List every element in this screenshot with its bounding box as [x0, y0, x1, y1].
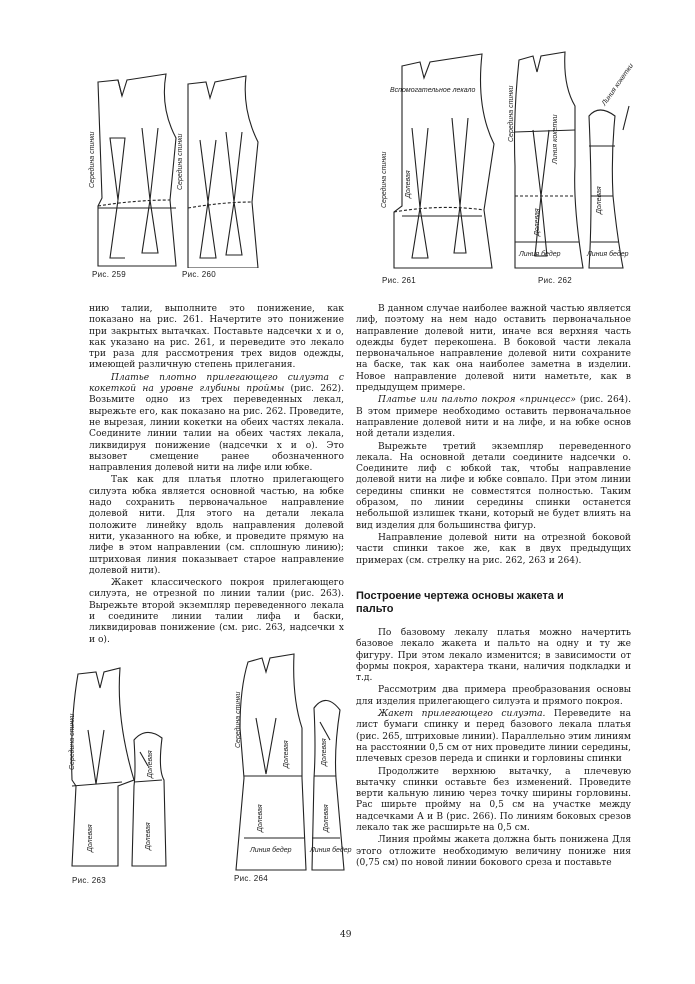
right-paragraph-6: Рассмотрим два примера преобразования основы для изделия прилегающего силуэта и прямого покроя.: [356, 685, 631, 707]
fig264-label-6: Линия бедер: [310, 847, 352, 854]
fig263-caption: Рис. 263: [72, 876, 106, 885]
fig262-label-6: Линия кокетки: [600, 62, 636, 108]
right-column-bottom: [356, 628, 631, 869]
fig261-label-1: Середина спинки: [381, 151, 388, 208]
figure-260: [168, 70, 268, 268]
left-paragraph-2: Платье плотно прилегающего силуэта с кокеткой на уровне глубины проймы (рис. 262). Возьмите одно из трех переведенных лекал, вырежьте его, как показано на рис. 262. Проведите, не вырезая, линии кокетки на обеих частях лекала. Соедините линии талии на обеих частях лекала, ликвидируя понижение (надсечки x и o). Это вызовет смещение ранее обозначенного направления долевой нити на лифе или юбке.: [89, 372, 344, 474]
fig259-label-0: Середина спинки: [89, 131, 96, 188]
fig264-caption: Рис. 264: [234, 874, 268, 883]
right-paragraph-7: Жакет прилегающего силуэта. Переведите на лист бумаги спинку и перед базового лекала платья (рис. 265, штриховые линии). Параллельно этим линиям на расстоянии 0,5 см от них проведите линии середины, плечевых срезов переда и спинки и горловины спинки: [356, 709, 632, 765]
fig264-label-3: Долевая: [321, 738, 328, 766]
left-paragraph-3: Так как для платья плотно прилегающего силуэта юбка является основной частью, на юбке надо сохранить первоначальное направление долевой нити. Для этого на детали лекала положите линейку вдоль направления долевой нити, указанного на юбке, и проведите прямую на лифе в этом направлении (см. сплошную линию); штриховая линия показывает старое направление долевой нити).: [89, 475, 344, 576]
left-paragraph-4: Жакет классического покроя прилегающего силуэта, не отрезной по линии талии (рис. 263). Вырежьте второй экземпляр переведенного лекала и соедините линии талии лифа и баски, ликвидировав понижение (см. рис. 263, надсечки x и o).: [89, 578, 344, 645]
fig262-label-5: Линия бедер: [587, 251, 629, 258]
fig263-label-3: Долевая: [145, 822, 152, 850]
fig264-label-2: Долевая: [257, 804, 264, 832]
figure-259: [80, 68, 180, 268]
right-paragraph-8: Продолжите верхнюю вытачку, а плечевую вытачку спинки оставьте без изменений. Проведите верти кальную линию через точку ширины горловины. Рас ширьте пройму на 0,5 см на участке между надсечками А и В (рис. 266). По линиям боковых срезов лекало так же расширьте на 0,5 см.: [356, 766, 631, 834]
figure-262: [505, 46, 645, 272]
figure-261: [372, 48, 502, 270]
fig263-label-0: Середина спинки: [69, 713, 76, 770]
fig262-caption: Рис. 262: [538, 276, 572, 285]
fig261-caption: Рис. 261: [382, 276, 416, 285]
fig263-label-1: Долевая: [87, 824, 94, 852]
fig261-label-0: Вспомогательное лекало: [390, 87, 476, 94]
fig260-label-0: Середина спинки: [177, 133, 184, 190]
fig260-caption: Рис. 260: [182, 270, 216, 279]
right-paragraph-2: Платье или пальто покроя «принцесс» (рис. 264). В этом примере необходимо оставить первоначальное направление долевой нити и на лифе, и на юбке основ ной детали изделия.: [356, 395, 631, 440]
right-paragraph-3: Вырежьте третий экземпляр переведенного лекала. На основной детали соедините надсечки о. Соедините лиф с юбкой так, чтобы направление долевой нити на лифе и юбке совпало. При этом линии середины спинки не совместятся полностью. Таким образом, по линии середины спинки останется небольшой излишек ткани, который не будет влиять на вид изделия для большинства фигур.: [356, 441, 631, 531]
page-number: 49: [340, 930, 352, 940]
right-paragraph-5: По базовому лекалу платья можно начертить базовое лекало жакета и пальто на одну и ту же фигуру. При этом лекало изменится; в зависимости от формы покроя, характера ткани, наличия подкладки и т.д.: [356, 628, 631, 684]
fig262-label-0: Середина спинки: [508, 85, 515, 142]
left-paragraph-1: нию талии, выполните это понижение, как показано на рис. 261. Начертите это понижение при закрытых вытачках. Поставьте надсечки x и o, как указано на рис. 261, и переведите это лекало три раза для рассмотрения трех видов одежды, имеющей различную степень прилегания.: [89, 304, 344, 371]
section-heading: Построение чертежа основы жакета и пальто: [356, 590, 564, 615]
right-paragraph-1: В данном случае наиболее важной частью является лиф, поэтому на нем надо оставить первоначальное направление долевой нити, иначе вся верхняя часть одежды будет перекошена. В боковой части лекала первоначальное направление долевой нити сохраните на баске, так как она наиболее заметна в изделии. Новое направление долевой нити наметьте, как в предыдущем примере.: [356, 304, 631, 394]
fig264-label-0: Середина спинки: [235, 691, 242, 748]
fig261-label-2: Долевая: [405, 170, 412, 198]
fig262-label-2: Долевая: [534, 208, 541, 236]
fig264-label-4: Долевая: [323, 804, 330, 832]
figure-264: [222, 648, 352, 872]
right-column-top: [356, 304, 631, 567]
right-paragraph-9: Линия проймы жакета должна быть понижена Для этого отложите необходимую величину пониже ния (0,75 см) по новой линии бокового среза и поставьте: [356, 835, 631, 868]
fig264-label-1: Долевая: [283, 740, 290, 768]
right-paragraph-4: Направление долевой нити на отрезной боковой части спинки такое же, как в двух предыдущих примерах (см. стрелку на рис. 262, 263 и 264).: [356, 532, 631, 566]
fig262-label-3: Долевая: [596, 186, 603, 214]
fig264-label-5: Линия бедер: [250, 847, 292, 854]
fig263-label-2: Долевая: [147, 750, 154, 778]
fig262-label-1: Линия кокетки: [552, 114, 559, 164]
fig259-caption: Рис. 259: [92, 270, 126, 279]
left-column: [89, 304, 344, 646]
figure-263: [62, 660, 177, 868]
fig262-label-4: Линия бедер: [519, 251, 561, 258]
